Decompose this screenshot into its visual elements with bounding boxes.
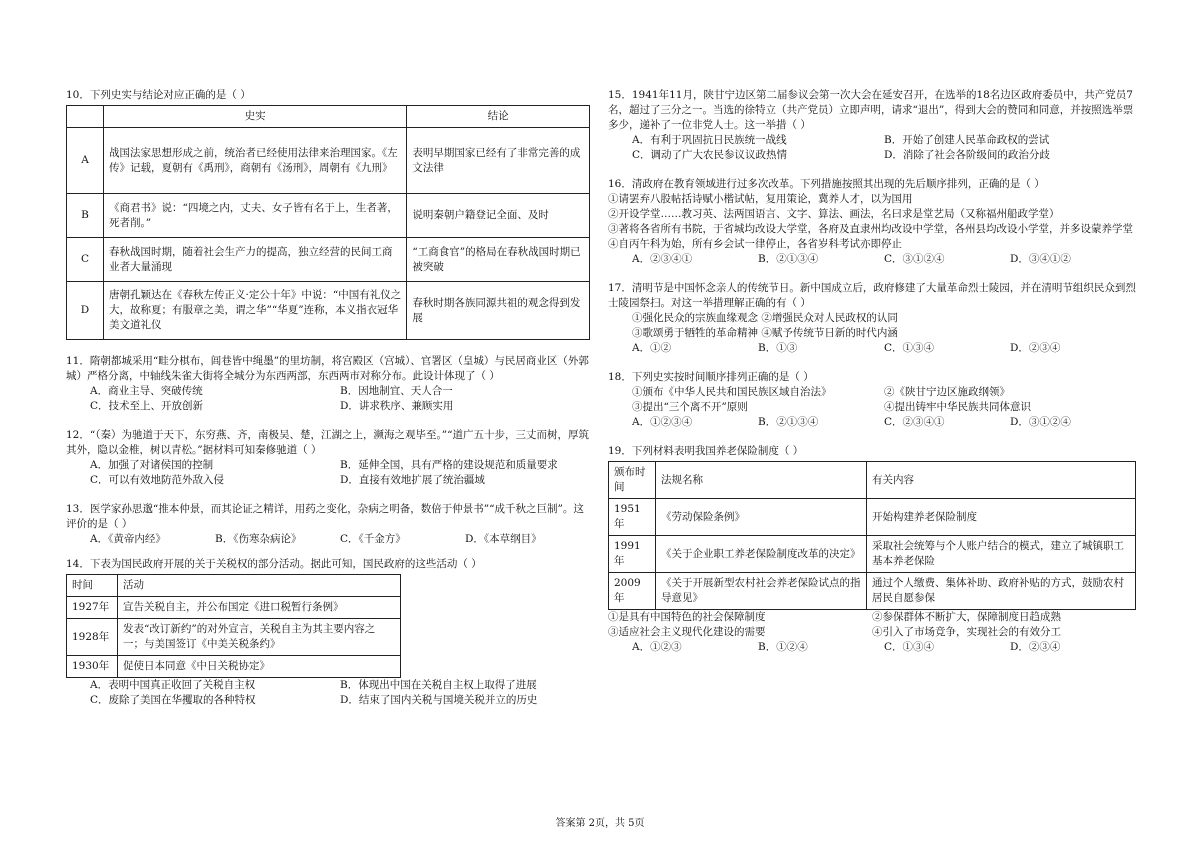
list-item: ④自丙午科为始，所有乡会试一律停止，各省岁科考试亦即停止 bbox=[608, 238, 902, 250]
question-17 bbox=[608, 281, 1136, 356]
table-header: 结论 bbox=[407, 106, 590, 128]
option-b[interactable]: B．因地制宜、天人合一 bbox=[340, 385, 453, 397]
option-d[interactable]: D．消除了社会各阶级间的政治分歧 bbox=[884, 149, 1050, 161]
list-item: ②开设学堂……教习英、法两国语言、文字、算法、画法，名曰求是堂艺局（又称福州船政学堂） bbox=[608, 208, 1060, 220]
option-a[interactable]: A．《黄帝内经》 bbox=[90, 533, 166, 545]
option-d[interactable]: D．结束了国内关税与国境关税并立的历史 bbox=[340, 694, 538, 706]
question-15 bbox=[608, 88, 1136, 163]
row-label: C bbox=[67, 238, 104, 282]
right-column bbox=[608, 88, 1136, 661]
list-item: ①请罢弃八股帖括诗赋小楷试帖，复用策论，冀养人才，以为国用 bbox=[608, 193, 913, 205]
question-13 bbox=[66, 502, 590, 547]
question-16-options bbox=[608, 252, 1136, 267]
option-a[interactable]: A．①②③ bbox=[632, 641, 682, 653]
fact-cell: 唐朝孔颖达在《春秋左传正义·定公十年》中说：“中国有礼仪之大，故称夏；有服章之美，谓之华”“华夏”连称，本义指衣冠华美文道礼仪 bbox=[104, 282, 407, 340]
table-header-row bbox=[67, 106, 590, 128]
option-b[interactable]: B．②①③④ bbox=[758, 416, 819, 428]
fact-cell: 《商君书》说：“四境之内，丈夫、女子皆有名于上，生者著，死者削。” bbox=[104, 194, 407, 238]
time-cell: 1927年 bbox=[67, 597, 118, 619]
left-column bbox=[66, 88, 590, 714]
question-18-items bbox=[608, 385, 1136, 415]
row-label: A bbox=[67, 128, 104, 194]
list-item: ①颁布《中华人民共和国民族区域自治法》 bbox=[632, 386, 832, 398]
list-item: ②《陕甘宁边区施政纲领》 bbox=[884, 386, 1010, 398]
question-14-stem: 14．下表为国民政府开展的关于关税权的部分活动。据此可知，国民政府的这些活动（ ） bbox=[66, 558, 482, 570]
table-header-row bbox=[609, 462, 1136, 499]
table-header: 颁布时间 bbox=[609, 462, 656, 499]
list-item: ③著将各省所有书院，于省城均改设大学堂，各府及直隶州均改设中学堂，各州县均改设小学堂，并多设蒙养学堂 bbox=[608, 223, 1133, 235]
table-header bbox=[67, 106, 104, 128]
option-a[interactable]: A．商业主导、突破传统 bbox=[90, 385, 203, 397]
name-cell: 《关于企业职工养老保险制度改革的决定》 bbox=[656, 536, 867, 573]
question-17-stem: 17．清明节是中国怀念亲人的传统节日。新中国成立后，政府修建了大量革命烈士陵园，并在清明节组织民众到烈士陵园祭扫。对这一举措理解正确的有（ ） bbox=[608, 282, 1136, 309]
table-row bbox=[67, 597, 401, 619]
name-cell: 《关于开展新型农村社会养老保险试点的指导意见》 bbox=[656, 573, 867, 610]
time-cell: 1928年 bbox=[67, 619, 118, 656]
question-10-table bbox=[66, 105, 590, 340]
question-12-options bbox=[66, 458, 590, 488]
option-b[interactable]: B．《伤寒杂病论》 bbox=[215, 533, 302, 545]
question-17-items bbox=[608, 311, 1136, 341]
name-cell: 《劳动保险条例》 bbox=[656, 499, 867, 536]
question-19-items bbox=[608, 610, 1136, 640]
question-19-stem: 19．下列材料表明我国养老保险制度（ ） bbox=[608, 445, 804, 457]
table-row bbox=[67, 128, 590, 194]
question-13-options bbox=[66, 532, 590, 547]
table-header-row bbox=[67, 575, 401, 597]
option-a[interactable]: A．②③④① bbox=[632, 253, 693, 265]
option-b[interactable]: B．体现出中国在关税自主权上取得了进展 bbox=[340, 679, 537, 691]
option-c[interactable]: C．①③④ bbox=[884, 342, 935, 354]
time-cell: 1930年 bbox=[67, 656, 118, 678]
question-16-items bbox=[608, 192, 1136, 252]
option-b[interactable]: B．延伸全国，具有严格的建设规范和质量要求 bbox=[340, 459, 558, 471]
table-header: 法规名称 bbox=[656, 462, 867, 499]
list-item: ①是具有中国特色的社会保障制度 bbox=[608, 611, 766, 623]
question-16 bbox=[608, 177, 1136, 267]
content-cell: 采取社会统筹与个人账户结合的模式，建立了城镇职工基本养老保险 bbox=[867, 536, 1136, 573]
list-item: ③提出“三个离不开”原则 bbox=[632, 401, 748, 413]
question-13-stem: 13．医学家孙思邈“推本仲景，而其论证之精详，用药之变化，杂病之明备，数倍于仲景书”“成千秋之巨制”。这评价的是（ ） bbox=[66, 503, 584, 530]
option-b[interactable]: B．开始了创建人民革命政权的尝试 bbox=[884, 134, 1050, 146]
question-14-table bbox=[66, 574, 401, 678]
table-header: 有关内容 bbox=[867, 462, 1136, 499]
question-12-stem: 12．“（秦）为驰道于天下，东穷燕、齐，南极吴、楚，江湖之上，濒海之观毕至。”“道广五十步，三丈而树，厚筑其外，隐以金椎，树以青松。”据材料可知秦修驰道（ ） bbox=[66, 429, 589, 456]
option-c[interactable]: C．③①②④ bbox=[884, 253, 945, 265]
row-label: B bbox=[67, 194, 104, 238]
table-row bbox=[67, 238, 590, 282]
option-c[interactable]: C．废除了美国在华攫取的各种特权 bbox=[90, 694, 256, 706]
option-a[interactable]: A．有利于巩固抗日民族统一战线 bbox=[632, 134, 787, 146]
option-a[interactable]: A．加强了对诸侯国的控制 bbox=[90, 459, 214, 471]
table-row bbox=[67, 282, 590, 340]
fact-cell: 战国法家思想形成之前，统治者已经使用法律来治理国家。《左传》记载，夏朝有《禹刑》，商朝有《汤刑》，周朝有《九刑》 bbox=[104, 128, 407, 194]
time-cell: 1951年 bbox=[609, 499, 656, 536]
table-row bbox=[67, 194, 590, 238]
time-cell: 1991年 bbox=[609, 536, 656, 573]
table-row bbox=[67, 656, 401, 678]
table-header: 史实 bbox=[104, 106, 407, 128]
list-item: ④提出铸牢中华民族共同体意识 bbox=[884, 401, 1031, 413]
question-18-options bbox=[608, 415, 1136, 430]
option-a[interactable]: A．①②③④ bbox=[632, 416, 693, 428]
conclusion-cell: 说明秦朝户籍登记全面、及时 bbox=[407, 194, 590, 238]
table-row bbox=[609, 536, 1136, 573]
question-15-options bbox=[608, 133, 1136, 163]
question-11 bbox=[66, 354, 590, 414]
option-d[interactable]: D．讲求秩序、兼顾实用 bbox=[340, 400, 454, 412]
option-c[interactable]: C．①③④ bbox=[884, 641, 935, 653]
question-11-options bbox=[66, 384, 590, 414]
question-14 bbox=[66, 557, 590, 708]
list-item: ②参保群体不断扩大，保障制度日趋成熟 bbox=[872, 611, 1061, 623]
option-c[interactable]: C．技术至上、开放创新 bbox=[90, 400, 204, 412]
fact-cell: 春秋战国时期，随着社会生产力的提高，独立经营的民间工商业者大量涌现 bbox=[104, 238, 407, 282]
list-item: ③歌颂勇于牺牲的革命精神 ④赋予传统节日新的时代内涵 bbox=[632, 327, 898, 339]
list-item: ③适应社会主义现代化建设的需要 bbox=[608, 626, 766, 638]
question-11-stem: 11．隋朝都城采用“畦分棋布，闾巷皆中绳墨”的里坊制，将宫殿区（宫城）、官署区（皇城）与民居商业区（外郭城）严格分离，中轴线朱雀大街将全城分为东西两部，东西两市对称分布。此设计体现了（ ） bbox=[66, 355, 589, 382]
list-item: ④引入了市场竞争，实现社会的有效分工 bbox=[872, 626, 1061, 638]
question-19 bbox=[608, 444, 1136, 655]
table-header: 时间 bbox=[67, 575, 118, 597]
question-10-stem: 10．下列史实与结论对应正确的是（ ） bbox=[66, 89, 251, 101]
question-19-options bbox=[608, 640, 1136, 655]
row-label: D bbox=[67, 282, 104, 340]
activity-cell: 宣告关税自主，并公布国定《进口税暂行条例》 bbox=[118, 597, 401, 619]
conclusion-cell: “工商食官”的格局在春秋战国时期已被突破 bbox=[407, 238, 590, 282]
option-b[interactable]: B．②①③④ bbox=[758, 253, 819, 265]
option-d[interactable]: D．《本草纲目》 bbox=[465, 533, 542, 545]
activity-cell: 发表“改订新约”的对外宣言，关税自主为其主要内容之一；与美国签订《中美关税条约》 bbox=[118, 619, 401, 656]
list-item: ①强化民众的宗族血缘观念 ②增强民众对人民政权的认同 bbox=[632, 312, 898, 324]
question-18-stem: 18．下列史实按时间顺序排列正确的是（ ） bbox=[608, 371, 814, 383]
option-c[interactable]: C．调动了广大农民参议议政热情 bbox=[632, 149, 788, 161]
option-c[interactable]: C．可以有效地防范外敌入侵 bbox=[90, 474, 225, 486]
option-d[interactable]: D．③①②④ bbox=[1010, 416, 1071, 428]
option-c[interactable]: C．《千金方》 bbox=[340, 533, 406, 545]
option-a[interactable]: A．①② bbox=[632, 342, 672, 354]
time-cell: 2009年 bbox=[609, 573, 656, 610]
question-19-table bbox=[608, 461, 1136, 610]
option-d[interactable]: D．直接有效地扩展了统治疆域 bbox=[340, 474, 485, 486]
question-17-options bbox=[608, 341, 1136, 356]
content-cell: 开始构建养老保险制度 bbox=[867, 499, 1136, 536]
table-row bbox=[609, 573, 1136, 610]
content-cell: 通过个人缴费、集体补助、政府补贴的方式，鼓励农村居民自愿参保 bbox=[867, 573, 1136, 610]
question-18 bbox=[608, 370, 1136, 430]
question-15-stem: 15．1941年11月，陕甘宁边区第二届参议会第一次大会在延安召开，在选举的18名边区政府委员中，共产党员7名，超过了三分之一。当选的徐特立（共产党员）立即声明，请求“退出”，得到大会的赞同和同意，并按照选举票多少，递补了一位非党人士。这一举措（ ） bbox=[608, 89, 1134, 131]
table-row bbox=[67, 619, 401, 656]
activity-cell: 促使日本同意《中日关税协定》 bbox=[118, 656, 401, 678]
question-10 bbox=[66, 88, 590, 340]
table-header: 活动 bbox=[118, 575, 401, 597]
page-footer: 答案第 2页，共 5页 bbox=[555, 818, 645, 829]
option-d[interactable]: D．②③④ bbox=[1010, 342, 1061, 354]
question-16-stem: 16．清政府在教育领域进行过多次改革。下列措施按照其出现的先后顺序排列，正确的是（ ） bbox=[608, 178, 1045, 190]
conclusion-cell: 表明早期国家已经有了非常完善的成文法律 bbox=[407, 128, 590, 194]
option-c[interactable]: C．②③④① bbox=[884, 416, 945, 428]
option-a[interactable]: A．表明中国真正收回了关税自主权 bbox=[90, 679, 256, 691]
table-row bbox=[609, 499, 1136, 536]
option-b[interactable]: B．①②④ bbox=[758, 641, 808, 653]
option-b[interactable]: B．①③ bbox=[758, 342, 798, 354]
conclusion-cell: 春秋时期各族同源共祖的观念得到发展 bbox=[407, 282, 590, 340]
option-d[interactable]: D．②③④ bbox=[1010, 641, 1061, 653]
option-d[interactable]: D．③④①② bbox=[1010, 253, 1071, 265]
question-14-options bbox=[66, 678, 590, 708]
question-12 bbox=[66, 428, 590, 488]
